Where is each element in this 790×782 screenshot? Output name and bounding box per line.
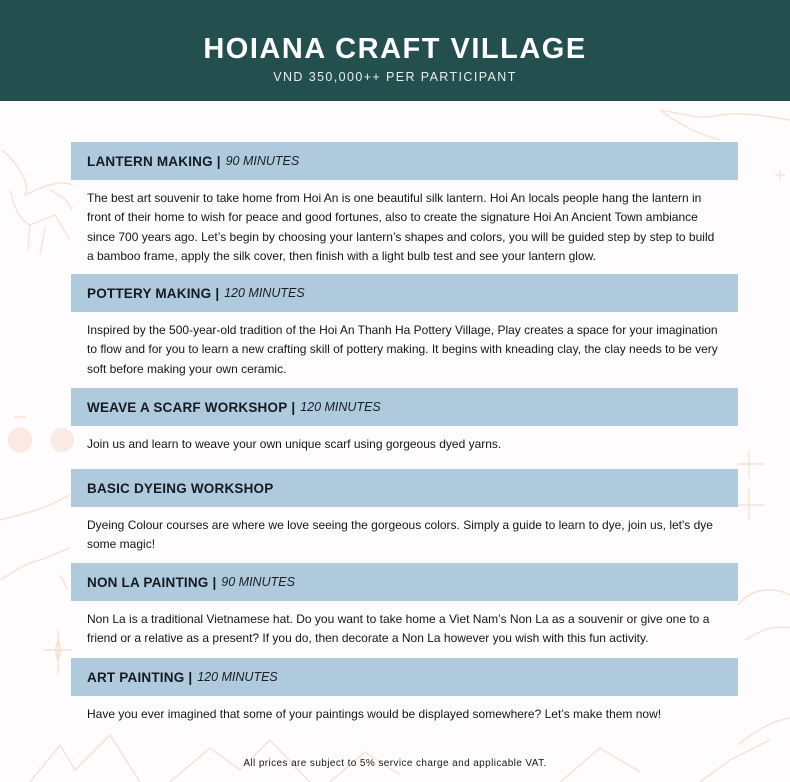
section-duration: 120 MINUTES	[197, 670, 278, 684]
section-title: ART PAINTING	[87, 669, 185, 685]
section-lantern-making	[71, 142, 738, 267]
section-basic-dyeing	[71, 469, 738, 555]
title-separator: |	[212, 574, 217, 590]
section-header-bar	[71, 388, 738, 426]
section-art-painting	[71, 658, 738, 724]
title-separator: |	[188, 669, 193, 685]
title-separator: |	[216, 153, 221, 169]
title-separator: |	[215, 285, 220, 301]
section-duration: 90 MINUTES	[221, 575, 295, 589]
section-header-bar	[71, 274, 738, 312]
section-weave-a-scarf	[71, 388, 738, 454]
section-title: LANTERN MAKING	[87, 153, 213, 169]
section-header-bar	[71, 658, 738, 696]
section-description: Join us and learn to weave your own unique scarf using gorgeous dyed yarns.	[87, 437, 502, 451]
bird-outline-icon	[2, 150, 72, 255]
price-subtitle: VND 350,000++ PER PARTICIPANT	[273, 70, 517, 84]
section-duration: 120 MINUTES	[224, 286, 305, 300]
section-title: NON LA PAINTING	[87, 574, 209, 590]
page-header	[0, 0, 790, 101]
section-pottery-making	[71, 274, 738, 379]
title-separator: |	[291, 399, 296, 415]
section-description: Non La is a traditional Vietnamese hat. Do you want to take home a Viet Nam’s Non La as a souvenir or give one to a friend or a relative as a present? If you do, then decorate a Non La however you wish with this fun activity.	[87, 612, 710, 646]
section-header-bar	[71, 563, 738, 601]
pricing-footnote: All prices are subject to 5% service charge and applicable VAT.	[243, 758, 547, 769]
section-duration: 120 MINUTES	[300, 400, 381, 414]
section-title: POTTERY MAKING	[87, 285, 212, 301]
section-description: Have you ever imagined that some of your paintings would be displayed somewhere? Let’s make them now!	[87, 707, 662, 721]
section-title: WEAVE A SCARF WORKSHOP	[87, 399, 288, 415]
section-title: BASIC DYEING WORKSHOP	[87, 480, 274, 496]
section-description: The best art souvenir to take home from Hoi An is one beautiful silk lantern. Hoi An locals people hang the lantern in front of their home to wish for peace and good fortunes, also to create the signature Hoi An Ancient Town ambiance since 700 years ago. Let’s begin by choosing your lantern’s shapes and colors, you will be guided step by step to build a bamboo frame, apply the silk cover, then finish with a light bulb test and see your lantern glow.	[87, 191, 715, 264]
section-description: Dyeing Colour courses are where we love seeing the gorgeous colors. Simply a guide to learn to dye, join us, let's dye some magic!	[87, 518, 713, 552]
section-duration: 90 MINUTES	[225, 154, 300, 168]
page-title: HOIANA CRAFT VILLAGE	[203, 33, 587, 65]
sparkle-star-icon	[738, 170, 785, 520]
section-description: Inspired by the 500-year-old tradition of the Hoi An Thanh Ha Pottery Village, Play creates a space for your imagination to flow and for you to learn a new crafting skill of pottery making. It begins with kneading clay, the clay needs to be very soft before making your own ceramic.	[87, 323, 718, 376]
section-header-bar	[71, 469, 738, 507]
sparkle-star-icon	[43, 630, 72, 675]
lantern-outline-icon	[8, 417, 74, 453]
section-header-bar	[71, 142, 738, 180]
section-non-la-painting	[71, 563, 738, 649]
